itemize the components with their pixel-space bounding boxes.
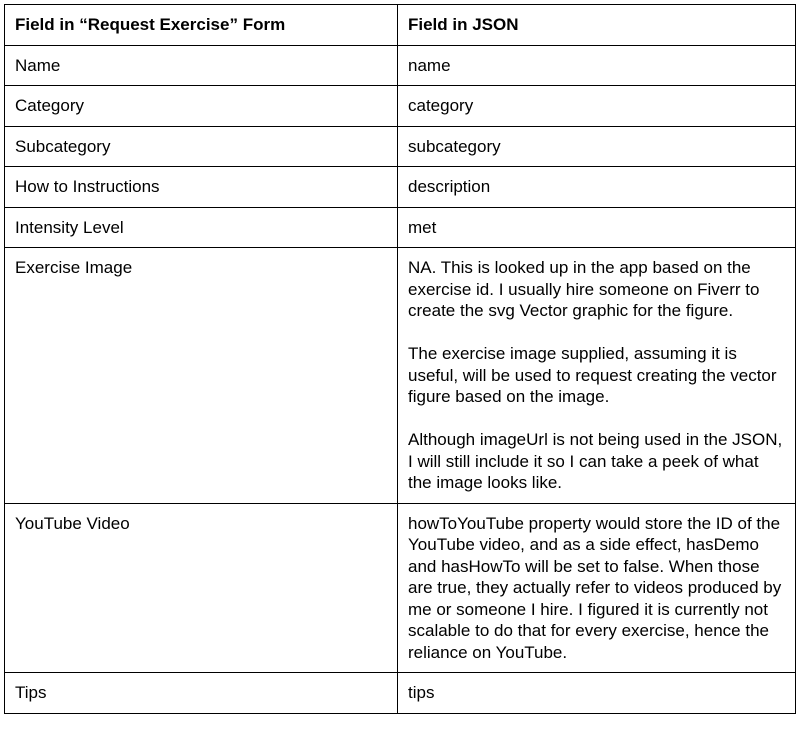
- json-field-cell: description: [398, 167, 796, 208]
- field-mapping-table: [4, 4, 796, 714]
- note-paragraph: howToYouTube property would store the ID of the YouTube video, and as a side effect, hasDemo and hasHowTo will be set to false. When those are true, they actually refer to videos produced by me or someone I hire. I figured it is currently not scalable to do that for every exercise, hence the reliance on YouTube.: [408, 513, 782, 662]
- json-field-cell: met: [398, 207, 796, 248]
- table-row: [5, 248, 796, 504]
- form-field-cell: Exercise Image: [5, 248, 398, 504]
- note-paragraph: NA. This is looked up in the app based on the exercise id. I usually hire someone on Fiverr to create the svg Vector graphic for the figure.: [408, 258, 760, 320]
- table-row: [5, 45, 796, 86]
- form-field-cell: Tips: [5, 673, 398, 714]
- json-field-cell: [398, 503, 796, 673]
- json-field-cell: name: [398, 45, 796, 86]
- json-field-cell: subcategory: [398, 126, 796, 167]
- json-field-cell: category: [398, 86, 796, 127]
- table-row: [5, 673, 796, 714]
- json-field-cell: tips: [398, 673, 796, 714]
- form-field-cell: Category: [5, 86, 398, 127]
- header-row: [5, 5, 796, 46]
- form-field-cell: How to Instructions: [5, 167, 398, 208]
- table-row: [5, 167, 796, 208]
- table-row: [5, 207, 796, 248]
- note-paragraph: The exercise image supplied, assuming it is useful, will be used to request creating the vector figure based on the image.: [408, 344, 777, 406]
- form-field-cell: Name: [5, 45, 398, 86]
- header-json-field: Field in JSON: [398, 5, 796, 46]
- form-field-cell: Intensity Level: [5, 207, 398, 248]
- table-row: [5, 126, 796, 167]
- form-field-cell: YouTube Video: [5, 503, 398, 673]
- form-field-cell: Subcategory: [5, 126, 398, 167]
- table-row: [5, 503, 796, 673]
- json-field-cell: [398, 248, 796, 504]
- note-paragraph: Although imageUrl is not being used in the JSON, I will still include it so I can take a peek of what the image looks like.: [408, 430, 783, 492]
- header-form-field: Field in “Request Exercise” Form: [5, 5, 398, 46]
- table-row: [5, 86, 796, 127]
